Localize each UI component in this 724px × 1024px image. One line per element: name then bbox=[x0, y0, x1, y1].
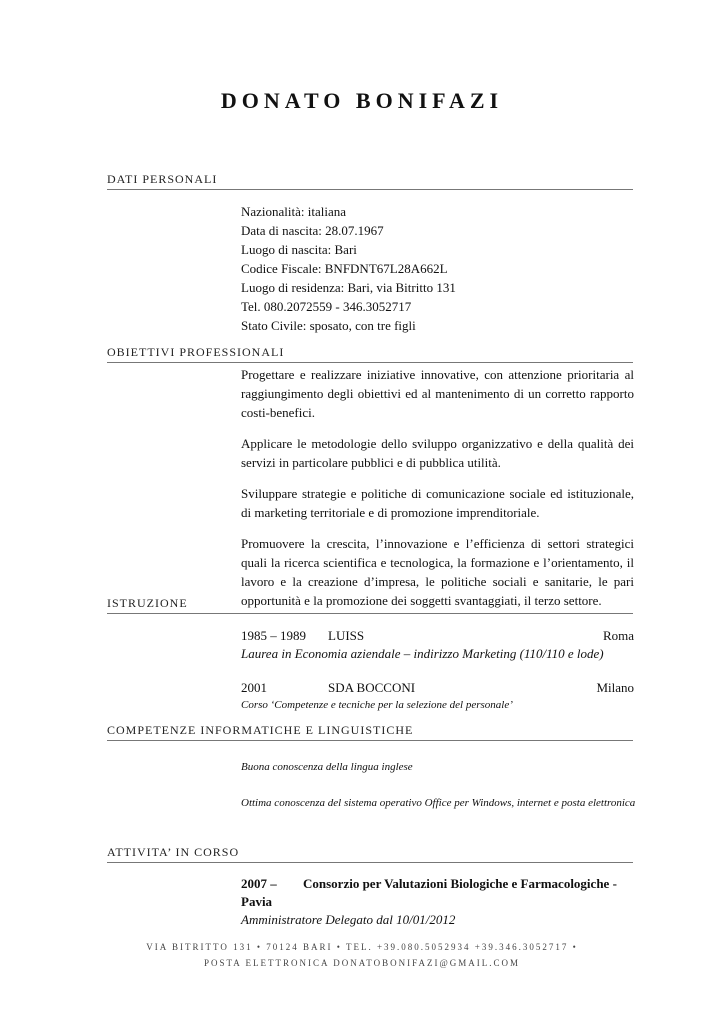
section-heading-education: ISTRUZIONE bbox=[107, 596, 633, 614]
education-years: 2001 bbox=[241, 680, 267, 695]
section-heading-activities: ATTIVITA’ IN CORSO bbox=[107, 845, 633, 863]
section-heading-objectives: OBIETTIVI PROFESSIONALI bbox=[107, 345, 633, 363]
skills-block bbox=[241, 758, 634, 813]
objective-paragraph: Sviluppare strategie e politiche di comunicazione sociale ed istituzionale, di marketing territoriale e di promozione imprenditoriale. bbox=[241, 486, 634, 520]
footer-email: POSTA ELETTRONICA DONATOBONIFAZI@GMAIL.COM bbox=[204, 958, 520, 968]
objective-paragraph: Promuovere la crescita, l’innovazione e l’efficienza di settori strategici quali la ricerca scientifica e tecnologica, la formazione e l’orientamento, il lavoro e la creazione d’impresa, le politiche sociali e sanitarie, le pari opportunità e la promozione dei soggetti svantaggiati, il terzo settore. bbox=[241, 536, 634, 608]
section-heading-personal: DATI PERSONALI bbox=[107, 172, 633, 190]
personal-line: Stato Civile: sposato, con tre figli bbox=[241, 318, 416, 333]
education-years: 1985 – 1989 bbox=[241, 628, 306, 643]
personal-data-block bbox=[241, 202, 634, 335]
education-institution: SDA BOCCONI bbox=[328, 680, 416, 695]
personal-line: Data di nascita: 28.07.1967 bbox=[241, 223, 384, 238]
page-title: DONATO BONIFAZI bbox=[220, 88, 504, 113]
objective-paragraph: Applicare le metodologie dello sviluppo organizzativo e della qualità dei servizi in particolare pubblici e di pubblica utilità. bbox=[241, 436, 634, 470]
personal-line: Nazionalità: italiana bbox=[241, 204, 347, 219]
objective-paragraph: Progettare e realizzare iniziative innovative, con attenzione prioritaria al raggiungimento degli obiettivi ed al mantenimento di un corretto rapporto costi-benefici. bbox=[241, 367, 634, 420]
skill-item: Buona conoscenza della lingua inglese bbox=[241, 761, 413, 773]
education-city: Milano bbox=[596, 680, 634, 695]
activity-organization: Consorzio per Valutazioni Biologiche e Farmacologiche - bbox=[303, 876, 617, 891]
education-detail: Corso ‘Competenze e tecniche per la selezione del personale’ bbox=[241, 699, 513, 711]
activity-role: Amministratore Delegato dal 10/01/2012 bbox=[241, 912, 456, 927]
education-detail: Laurea in Economia aziendale – indirizzo Marketing (110/110 e lode) bbox=[241, 646, 604, 661]
education-entry-header bbox=[241, 626, 634, 644]
education-institution: LUISS bbox=[328, 628, 365, 643]
personal-line: Codice Fiscale: BNFDNT67L28A662L bbox=[241, 261, 448, 276]
activities-block bbox=[241, 874, 634, 929]
personal-line: Luogo di residenza: Bari, via Bitritto 131 bbox=[241, 280, 456, 295]
personal-line: Tel. 080.2072559 - 346.3052717 bbox=[241, 299, 412, 314]
activity-year: 2007 – bbox=[241, 876, 277, 891]
education-city: Roma bbox=[602, 628, 634, 643]
footer-address: VIA BITRITTO 131 • 70124 BARI • TEL. +39.080.5052934 +39.346.3052717 • bbox=[146, 942, 578, 952]
section-heading-skills: COMPETENZE INFORMATICHE E LINGUISTICHE bbox=[107, 723, 633, 741]
personal-line: Luogo di nascita: Bari bbox=[241, 242, 357, 257]
objectives-block bbox=[241, 365, 634, 622]
activity-organization-continued: Pavia bbox=[241, 894, 273, 909]
education-entry-header bbox=[241, 678, 634, 696]
activity-header bbox=[241, 874, 634, 892]
skill-item: Ottima conoscenza del sistema operativo Office per Windows, internet e posta elettronica bbox=[241, 797, 636, 809]
education-block bbox=[241, 626, 634, 715]
